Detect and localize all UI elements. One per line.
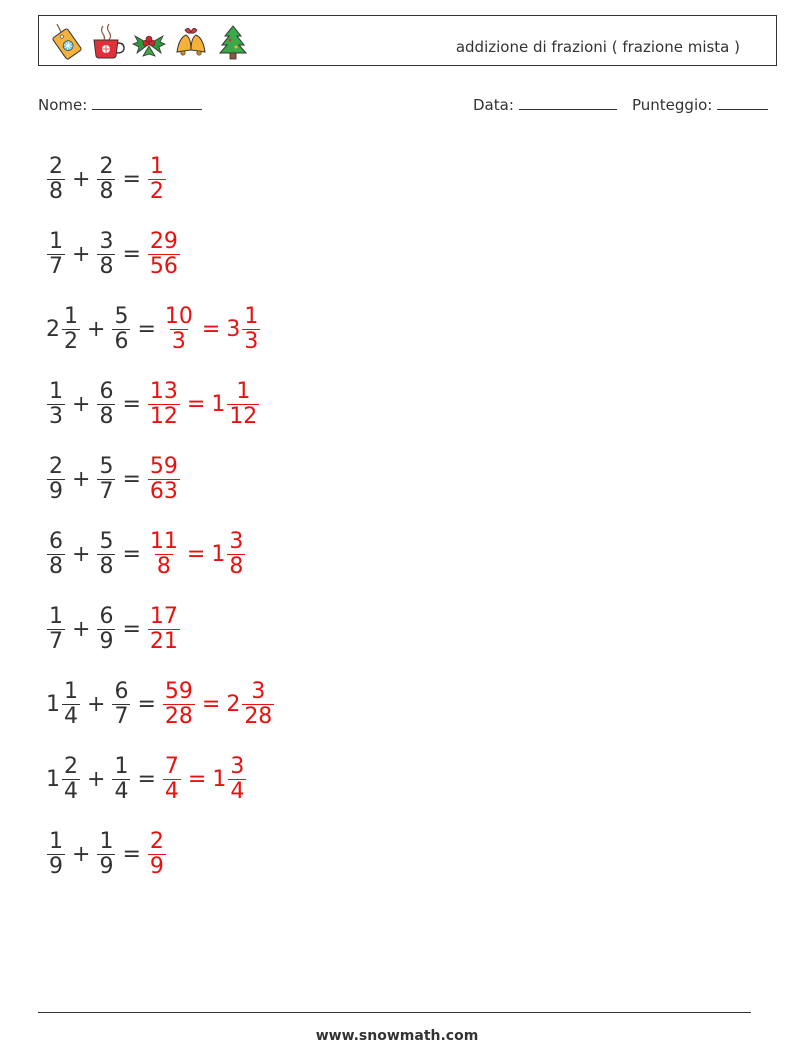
problem-row: [46, 744, 247, 814]
bells-icon: [173, 22, 209, 60]
numerator: 1: [64, 304, 78, 330]
plus-sign: +: [72, 541, 91, 567]
fraction: [227, 530, 245, 577]
score-blank: [717, 94, 768, 110]
fraction: [47, 455, 65, 502]
score-field: [632, 94, 768, 114]
answer: [147, 605, 181, 652]
fraction: [112, 755, 130, 802]
numerator: 2: [149, 829, 164, 855]
answer-equals-sign: =: [186, 541, 206, 567]
answer-fraction: [148, 455, 180, 502]
fraction: [97, 605, 115, 652]
answer-fraction: [148, 605, 180, 652]
fraction: [242, 305, 260, 352]
plus-sign: +: [72, 466, 91, 492]
gift-tag-icon: [47, 22, 83, 60]
fraction: [47, 155, 65, 202]
fraction: [97, 155, 115, 202]
second-operand: [96, 230, 116, 277]
plus-sign: +: [72, 166, 91, 192]
plus-sign: +: [87, 691, 106, 717]
denominator: 3: [49, 403, 63, 429]
denominator: 7: [49, 253, 63, 279]
denominator: 12: [149, 403, 178, 429]
numerator: 11: [149, 529, 178, 555]
answer-fraction: [163, 305, 195, 352]
denominator: 3: [244, 328, 259, 354]
second-operand: [96, 380, 116, 427]
answer: [147, 455, 181, 502]
denominator: 8: [49, 553, 63, 579]
date-blank: [519, 94, 617, 110]
first-operand: [46, 755, 81, 802]
plus-sign: +: [72, 841, 91, 867]
denominator: 63: [149, 478, 178, 504]
denominator: 9: [99, 853, 114, 879]
second-operand: [96, 155, 116, 202]
denominator: 28: [164, 703, 193, 729]
numerator: 2: [49, 154, 63, 180]
answer-fraction: [163, 755, 181, 802]
answer: [162, 680, 275, 727]
whole-number: 2: [46, 316, 60, 342]
answer-mixed-number: [211, 380, 260, 427]
equals-sign: =: [122, 616, 141, 642]
whole-number: 1: [46, 766, 60, 792]
answer-mixed-number: [211, 530, 246, 577]
plus-sign: +: [87, 766, 106, 792]
christmas-tree-icon: [215, 22, 251, 60]
denominator: 4: [230, 778, 245, 804]
equals-sign: =: [122, 166, 141, 192]
problem-row: [46, 369, 260, 439]
whole-number: 2: [226, 691, 241, 717]
problem-row: [46, 219, 181, 289]
first-operand: [46, 530, 66, 577]
equals-sign: =: [122, 241, 141, 267]
problem-row: [46, 294, 261, 364]
numerator: 2: [99, 154, 114, 180]
answer-mixed-number: [226, 305, 261, 352]
answer-equals-sign: =: [201, 316, 221, 342]
holly-icon: [131, 22, 167, 60]
footer-url: www.snowmath.com: [315, 1028, 479, 1044]
numerator: 1: [149, 154, 164, 180]
second-operand: [111, 305, 131, 352]
fraction: [228, 755, 246, 802]
fraction: [112, 305, 130, 352]
answer-mixed-number: [212, 755, 247, 802]
denominator: 7: [114, 703, 129, 729]
numerator: 5: [99, 529, 114, 555]
denominator: 9: [149, 853, 164, 879]
equals-sign: =: [137, 316, 156, 342]
first-operand: [46, 605, 66, 652]
denominator: 8: [156, 553, 171, 579]
plus-sign: +: [72, 241, 91, 267]
denominator: 9: [99, 628, 114, 654]
first-operand: [46, 680, 81, 727]
fraction: [97, 830, 115, 877]
answer-mixed-number: [226, 680, 275, 727]
hot-cup-icon: [89, 22, 125, 60]
numerator: 7: [164, 754, 179, 780]
numerator: 3: [251, 679, 266, 705]
answer-equals-sign: =: [186, 391, 206, 417]
numerator: 29: [149, 229, 178, 255]
date-label: Data:: [473, 96, 514, 114]
problem-row: [46, 444, 181, 514]
name-label: Nome:: [38, 96, 88, 114]
problem-row: [46, 144, 167, 214]
denominator: 9: [49, 853, 63, 879]
denominator: 2: [149, 178, 164, 204]
fraction: [242, 680, 274, 727]
equals-sign: =: [137, 766, 156, 792]
denominator: 8: [229, 553, 244, 579]
numerator: 3: [230, 754, 245, 780]
denominator: 4: [114, 778, 129, 804]
answer: [162, 755, 247, 802]
equals-sign: =: [122, 541, 141, 567]
numerator: 5: [114, 304, 129, 330]
numerator: 1: [49, 829, 63, 855]
name-blank: [92, 94, 202, 110]
denominator: 4: [64, 778, 78, 804]
first-operand: [46, 230, 66, 277]
numerator: 3: [99, 229, 114, 255]
answer: [147, 230, 181, 277]
denominator: 56: [149, 253, 178, 279]
second-operand: [96, 530, 116, 577]
fraction: [62, 680, 80, 727]
whole-number: 3: [226, 316, 241, 342]
numerator: 1: [99, 829, 114, 855]
fraction: [97, 455, 115, 502]
denominator: 3: [171, 328, 186, 354]
numerator: 6: [114, 679, 129, 705]
denominator: 8: [99, 403, 114, 429]
answer-fraction: [148, 380, 180, 427]
numerator: 3: [229, 529, 244, 555]
first-operand: [46, 155, 66, 202]
numerator: 13: [149, 379, 178, 405]
numerator: 1: [49, 604, 63, 630]
denominator: 8: [99, 178, 114, 204]
fraction: [47, 605, 65, 652]
problem-row: [46, 669, 275, 739]
denominator: 4: [64, 703, 78, 729]
numerator: 59: [164, 679, 193, 705]
plus-sign: +: [72, 391, 91, 417]
worksheet-header: [38, 15, 777, 66]
first-operand: [46, 305, 81, 352]
fraction: [62, 305, 80, 352]
answer-fraction: [148, 230, 180, 277]
numerator: 1: [49, 379, 63, 405]
second-operand: [96, 605, 116, 652]
first-operand: [46, 380, 66, 427]
fraction: [97, 380, 115, 427]
fraction: [97, 230, 115, 277]
whole-number: 1: [211, 391, 226, 417]
denominator: 8: [99, 253, 114, 279]
fraction: [227, 380, 259, 427]
numerator: 2: [64, 754, 78, 780]
equals-sign: =: [122, 466, 141, 492]
numerator: 1: [114, 754, 129, 780]
plus-sign: +: [72, 616, 91, 642]
numerator: 59: [149, 454, 178, 480]
answer: [147, 380, 260, 427]
denominator: 7: [99, 478, 114, 504]
footer-divider: [38, 1012, 751, 1013]
numerator: 5: [99, 454, 114, 480]
second-operand: [96, 830, 116, 877]
fraction: [47, 830, 65, 877]
equals-sign: =: [122, 391, 141, 417]
answer: [162, 305, 261, 352]
answer: [147, 830, 167, 877]
fraction: [47, 230, 65, 277]
denominator: 12: [229, 403, 258, 429]
fraction: [62, 755, 80, 802]
denominator: 6: [114, 328, 129, 354]
first-operand: [46, 455, 66, 502]
denominator: 21: [149, 628, 178, 654]
fraction: [112, 680, 130, 727]
answer-fraction: [148, 530, 180, 577]
whole-number: 1: [211, 541, 226, 567]
answer: [147, 530, 246, 577]
denominator: 8: [49, 178, 63, 204]
fraction: [47, 530, 65, 577]
answer-fraction: [148, 155, 166, 202]
answer-equals-sign: =: [187, 766, 207, 792]
fraction: [97, 530, 115, 577]
numerator: 1: [236, 379, 251, 405]
answer-fraction: [148, 830, 166, 877]
second-operand: [96, 455, 116, 502]
numerator: 1: [244, 304, 259, 330]
numerator: 2: [49, 454, 63, 480]
worksheet-title: addizione di frazioni ( frazione mista ): [455, 38, 740, 56]
name-field: [38, 94, 202, 114]
second-operand: [111, 680, 131, 727]
denominator: 28: [244, 703, 273, 729]
fraction: [47, 380, 65, 427]
first-operand: [46, 830, 66, 877]
whole-number: 1: [46, 691, 60, 717]
numerator: 17: [149, 604, 178, 630]
numerator: 1: [49, 229, 63, 255]
problem-row: [46, 819, 167, 889]
whole-number: 1: [212, 766, 227, 792]
second-operand: [111, 755, 131, 802]
numerator: 1: [64, 679, 78, 705]
header-icons: [47, 22, 251, 60]
denominator: 2: [64, 328, 78, 354]
denominator: 8: [99, 553, 114, 579]
numerator: 6: [49, 529, 63, 555]
answer-equals-sign: =: [201, 691, 221, 717]
date-field: [473, 94, 617, 114]
equals-sign: =: [137, 691, 156, 717]
denominator: 9: [49, 478, 63, 504]
denominator: 4: [164, 778, 179, 804]
problem-row: [46, 594, 181, 664]
answer-fraction: [163, 680, 195, 727]
plus-sign: +: [87, 316, 106, 342]
score-label: Punteggio:: [632, 96, 713, 114]
denominator: 7: [49, 628, 63, 654]
numerator: 6: [99, 604, 114, 630]
numerator: 10: [164, 304, 193, 330]
answer: [147, 155, 167, 202]
equals-sign: =: [122, 841, 141, 867]
problem-row: [46, 519, 246, 589]
numerator: 6: [99, 379, 114, 405]
